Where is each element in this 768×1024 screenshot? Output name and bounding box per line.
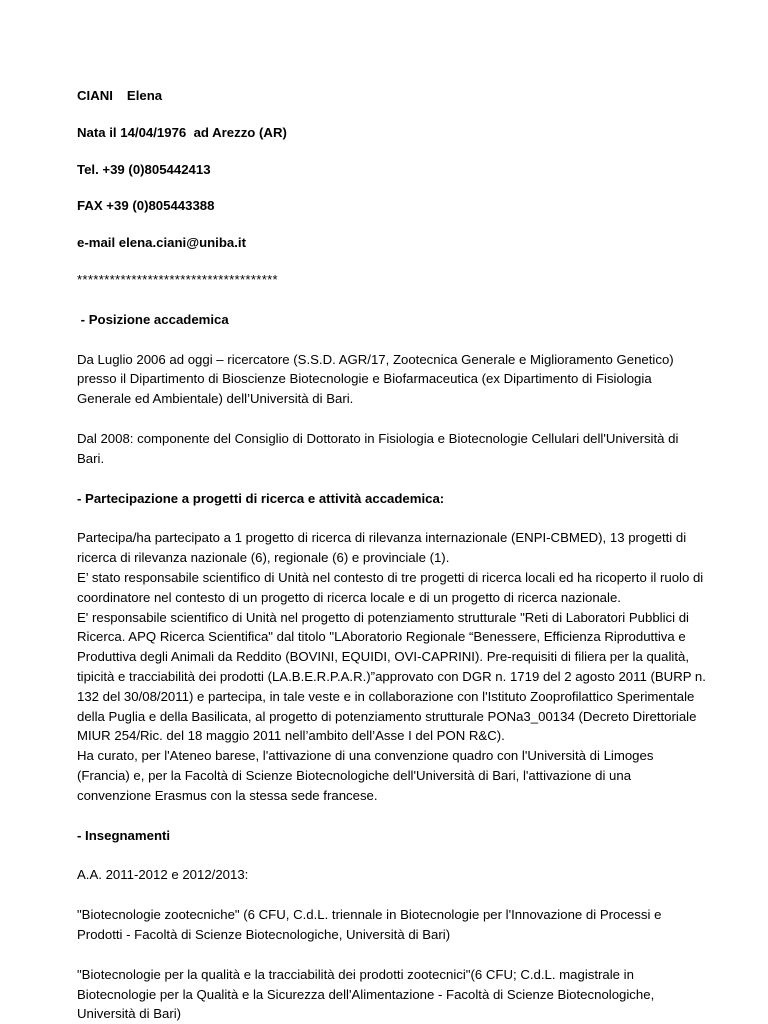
course-2: "Biotecnologie per la qualità e la tracciabilità dei prodotti zootecnici"(6 CFU; C.d.L. magistrale in Biotecnologie per la Qualità e la Sicurezza dell'Alimentazione - Facoltà di Scienze Biotecnologiche, Università di Bari) <box>77 966 655 1022</box>
research-paragraph-1: Partecipa/ha partecipato a 1 progetto di ricerca di rilevanza internazionale (ENPI-CBMED), 13 progetti di ricerca di rilevanza nazionale (6), regionale (6) e provinciale (1). <box>77 530 687 566</box>
section-heading-teaching: - Insegnamenti <box>77 827 171 843</box>
fax: FAX +39 (0)805443388 <box>77 198 215 214</box>
position-paragraph-2: Dal 2008: componente del Consiglio di Dottorato in Fisiologia e Biotecnologie Cellulari dell'Università di Bari. <box>77 430 679 466</box>
research-paragraph-3: E' responsabile scientifico di Unità nel progetto di potenziamento strutturale "Reti di Laboratori Pubblici di Ricerca. APQ Ricerca Scientifica" dal titolo "LAboratorio Regionale “Benessere, Efficienza Riproduttiva e Produttiva degli Animali da Reddito (BOVINI, EQUIDI, OVI-CAPRINI). Pre-requisiti di filiera per la qualità, tipicità e tracciabilità dei prodotti (LA.B.E.R.P.A.R.)”approvato con DGR n. 1719 del 2 agosto 2011 (BURP n. 132 del 30/08/2011) e partecipa, in tale veste e in collaborazione con l'Istituto Zooprofilattico Sperimentale della Puglia e della Basilicata, al progetto di potenziamento strutturale PONa3_00134 (Decreto Direttoriale MIUR 254/Ric. del 18 maggio 2011 nell’ambito dell’Asse I del PON R&C). <box>77 609 706 744</box>
firstname: Elena <box>126 88 163 103</box>
email: e-mail elena.ciani@uniba.it <box>77 235 246 251</box>
birth-info: Nata il 14/04/1976 ad Arezzo (AR) <box>77 124 287 140</box>
section-heading-research: - Partecipazione a progetti di ricerca e attività accademica: <box>77 490 445 506</box>
name-line <box>77 86 708 106</box>
telephone: Tel. +39 (0)805442413 <box>77 161 211 177</box>
separator: ************************************* <box>77 271 278 287</box>
position-paragraph-1: Da Luglio 2006 ad oggi – ricercatore (S.S.D. AGR/17, Zootecnica Generale e Miglioramento Genetico) presso il Dipartimento di Bioscienze Biotecnologie e Biofarmaceutica (ex Dipartimento di Fisiologia Generale ed Ambientale) dell’Università di Bari. <box>77 351 674 407</box>
research-paragraph-4: Ha curato, per l'Ateneo barese, l'attivazione di una convenzione quadro con l'Università di Limoges (Francia) e, per la Facoltà di Scienze Biotecnologiche dell'Università di Bari, l'attivazione di una convenzione Erasmus con la stessa sede francese. <box>77 748 654 803</box>
surname: CIANI <box>77 88 113 103</box>
teaching-year: A.A. 2011-2012 e 2012/2013: <box>77 867 249 883</box>
research-paragraph-2: E’ stato responsabile scientifico di Unità nel contesto di tre progetti di ricerca locali ed ha ricoperto il ruolo di coordinatore nel contesto di un progetto di ricerca locale e di un progetto di ricerca nazionale. <box>77 569 704 605</box>
section-heading-position: - Posizione accademica <box>77 311 229 327</box>
research-block <box>77 528 708 805</box>
course-1: "Biotecnologie zootecniche" (6 CFU, C.d.L. triennale in Biotecnologie per l'Innovazione di Processi e Prodotti - Facoltà di Scienze Biotecnologiche, Università di Bari) <box>77 907 662 942</box>
